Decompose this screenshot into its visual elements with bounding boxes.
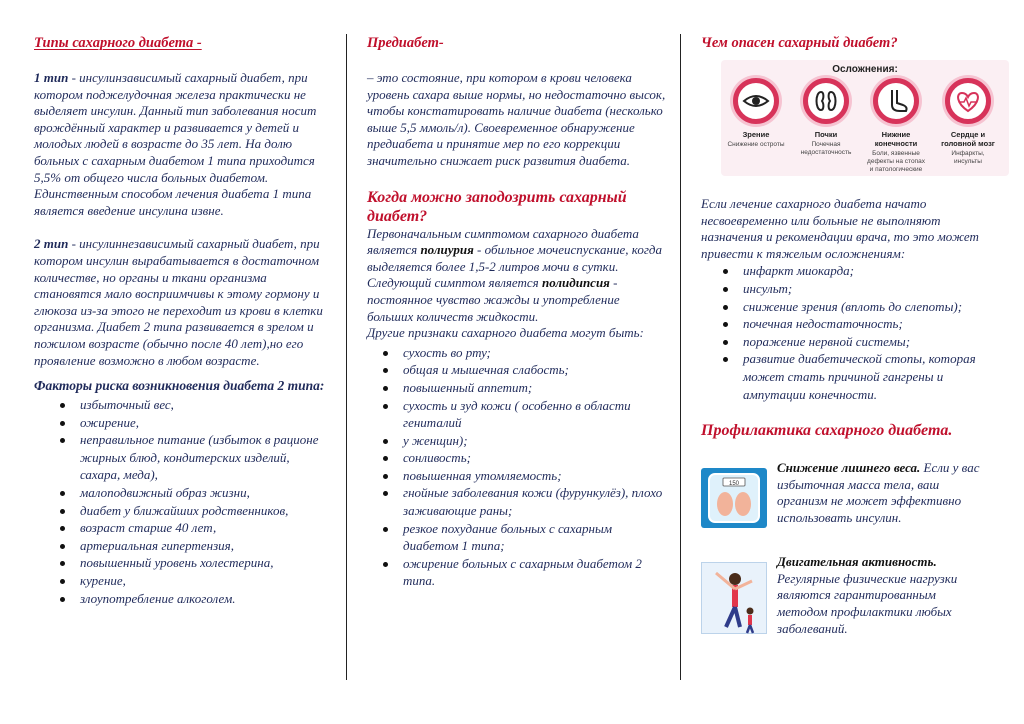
complication-vision: [727, 78, 785, 149]
complications-title: Осложнения:: [832, 64, 898, 75]
column-types: [0, 0, 346, 724]
foot-icon: [873, 78, 919, 124]
list-item: сухость и зуд кожи ( особенно в области гениталий: [403, 397, 666, 432]
type1-paragraph: [34, 70, 332, 219]
complication-name: Нижние конечности: [874, 130, 918, 148]
prediabetes-heading: Предиабет-: [367, 35, 444, 51]
danger-text: Если лечение сахарного диабета начато несвоевременно или больные не выполняют назначения и рекомендации врача, то это может привести к тяжелым осложнениям:: [701, 196, 979, 261]
kidneys-icon: [803, 78, 849, 124]
list-item: инсульт;: [743, 280, 1004, 298]
list-item: малоподвижный образ жизни,: [80, 484, 332, 502]
list-item: избыточный вес,: [80, 396, 332, 414]
heart-icon: [945, 78, 991, 124]
complication-name: Зрение: [742, 130, 770, 139]
type2-label: 2 тип: [34, 236, 69, 252]
risk-factors-list: [34, 396, 332, 607]
list-item: развитие диабетической стопы, которая может стать причиной гангрены и ампутации конечности.: [743, 350, 1004, 403]
weight-title: Снижение лишнего веса.: [777, 460, 921, 476]
types-heading: Типы сахарного диабета -: [34, 35, 202, 51]
danger-heading: Чем опасен сахарный диабет?: [701, 35, 898, 51]
polydipsia-term: полидипсия: [541, 275, 610, 291]
list-item: сонливость;: [403, 449, 666, 467]
list-item: повышенный аппетит;: [403, 379, 666, 397]
complication-heart: [939, 78, 997, 166]
list-item: артериальная гипертензия,: [80, 537, 332, 555]
activity-title: Двигательная активность.: [777, 554, 937, 570]
list-item: ожирение,: [80, 414, 332, 432]
complication-kidneys: [797, 78, 855, 157]
list-item: возраст старше 40 лет,: [80, 519, 332, 537]
complication-limbs: [867, 78, 925, 174]
complication-name: Почки: [814, 130, 838, 139]
symptom-text: Первоначальным симптомом сахарного диабета является: [367, 225, 639, 258]
list-item: повышенный уровень холестерина,: [80, 554, 332, 572]
risk-factors-heading: Факторы риска возникновения диабета 2 типа:: [34, 378, 325, 394]
list-item: инфаркт миокарда;: [743, 262, 1004, 280]
complication-name: Сердце и головной мозг: [941, 130, 995, 148]
complications-list: [701, 262, 1004, 403]
list-item: неправильное питание (избыток в рационе жирных блюд, кондитерских изделий, сахара, меда),: [80, 431, 332, 484]
prediabetes-text: – это состояние, при котором в крови человека уровень сахара выше нормы, но недостаточно высок, чтобы констатировать наличие диабета (несколько выше 5,5 ммоль/л). Своевременное обнаружение предиабета и принятие мер по его коррекции значительно снижает риск развития диабета.: [367, 70, 666, 168]
suspect-heading: Когда можно заподозрить сахарный диабет?: [367, 188, 627, 225]
complication-sub: Почечная недостаточность: [800, 141, 852, 156]
list-item: повышенная утомляемость;: [403, 467, 666, 485]
prevention-heading: Профилактика сахарного диабета.: [701, 422, 953, 440]
symptom-text: Следующий симптом является: [367, 275, 542, 291]
scale-readout: 150: [728, 481, 740, 488]
other-signs-intro: Другие признаки сахарного диабета могут быть:: [367, 325, 644, 341]
list-item: сухость во рту;: [403, 344, 666, 362]
list-item: снижение зрения (вплоть до слепоты);: [743, 298, 1004, 316]
complication-sub: Снижение остроты: [727, 141, 785, 148]
complication-sub: Инфаркты, инсульты: [951, 150, 985, 165]
list-item: диабет у ближайших родственников,: [80, 502, 332, 520]
list-item: общая и мышечная слабость;: [403, 361, 666, 379]
prevention-weight: [701, 460, 1004, 540]
weight-text: Если у вас избыточная масса тела, ваш организм не может эффективно использовать инсулин.: [777, 460, 980, 525]
activity-paragraph: [777, 554, 987, 637]
signs-list: [367, 344, 666, 590]
complication-sub: Боли, язвенные дефекты на стопах и патологические: [867, 150, 925, 173]
list-item: курение,: [80, 572, 332, 590]
list-item: поражение нервной системы;: [743, 333, 1004, 351]
exercise-icon: [701, 562, 767, 634]
prevention-activity: [701, 554, 1004, 634]
symptom-text: - постоянное чувство жажды и употребление больших количеств жидкости.: [367, 275, 620, 324]
eye-icon: [733, 78, 779, 124]
list-item: резкое похудание больных с сахарным диабетом 1 типа;: [403, 520, 666, 555]
activity-text: Регулярные физические нагрузки являются гарантированным методом профилактики любых заболеваний.: [777, 570, 958, 636]
type1-label: 1 тип: [34, 70, 69, 85]
list-item: у женщин);: [403, 432, 666, 450]
list-item: злоупотребление алкоголем.: [80, 590, 332, 608]
complications-image: [721, 60, 1009, 176]
list-item: почечная недостаточность;: [743, 315, 1004, 333]
symptom-polydipsia: [367, 275, 666, 325]
type1-text: - инсулинзависимый сахарный диабет, при котором поджелудочная железа практически не выделяет инсулин. Данный тип заболевания носит врождённый характер и развивается у детей и молодых людей в возрасте до 35 лет. На долю больных с сахарным диабетом 1 типа приходится 5,5% от общего числа больных диабетом. Единственным способом лечения диабета 1 типа является введение инсулина извне.: [34, 70, 317, 218]
weight-paragraph: [777, 460, 987, 526]
symptom-text: - обильное мочеиспускание, когда выделяется более 1,5-2 литров мочи в сутки.: [367, 242, 662, 274]
symptom-polyuria: [367, 226, 666, 276]
list-item: гнойные заболевания кожи (фурункулёз), плохо заживающие раны;: [403, 484, 666, 519]
polyuria-term: полиурия: [420, 242, 474, 258]
type2-text: - инсулиннезависимый сахарный диабет, при котором инсулин вырабатывается в достаточном количестве, но органы и ткани организма становятся мало восприимчивы к этому гормону и глюкоза из-за этого не переходит из крови в клетки организма. Диабет 2 типа развивается в зрелом и пожилом возрасте (обычно после 40 лет),но его проявление возможно в любом возрасте.: [34, 236, 323, 368]
list-item: ожирение больных с сахарным диабетом 2 типа.: [403, 555, 666, 590]
type2-paragraph: [34, 236, 332, 369]
column-prediabetes: [347, 0, 680, 724]
scale-icon: [701, 468, 767, 528]
column-danger: [681, 0, 1024, 724]
